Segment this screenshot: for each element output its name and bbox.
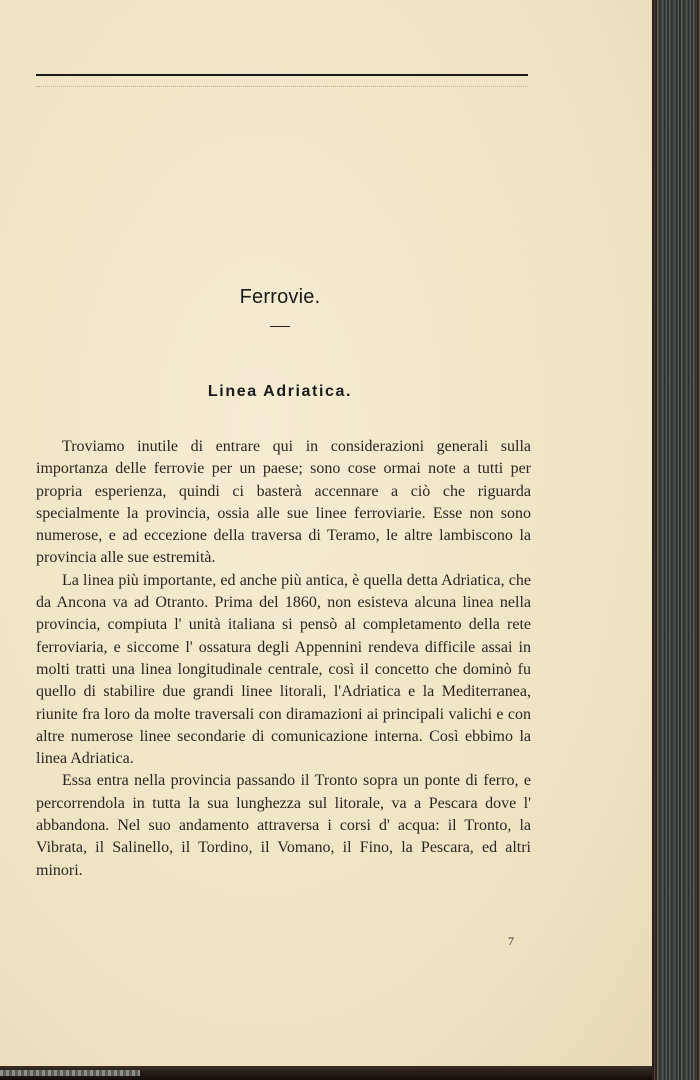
book-fore-edge [652, 0, 700, 1080]
section-title: Linea Adriatica. [207, 383, 353, 400]
header-rule-dotted [36, 86, 528, 87]
paragraph: La linea più importante, ed anche più antica, è quella detta Adriatica, che da Ancona va ad Otranto. Prima del 1860, non esisteva alcuna linea nella provincia, compiuta l' unità italiana si pensò al completamento della rete ferroviaria, e siccome l' ossatura degli Appennini rendeva difficile assai in molti tratti una linea longitudinale centrale, così il concetto che dominò fu quello di stabilire due grandi linee litorali, l'Adriatica e la Mediterranea, riunite fra loro da molte traversali con diramazioni ai principali valichi e con altre numerose linee secondarie di comunicazione interna. Così ebbimo la linea Adriatica. [36, 571, 531, 768]
chapter-title: Ferrovie. [239, 286, 321, 308]
book-bottom-edge [0, 1066, 652, 1080]
header-rule [36, 74, 528, 76]
scan-strip [0, 1070, 140, 1076]
title-separator [270, 326, 290, 327]
paragraph: Troviamo inutile di entrare qui in considerazioni generali sulla importanza delle ferrovie per un paese; sono cose ormai note a tutti per propria esperienza, quindi ci basterà accennare a ciò che riguarda specialmente la provincia, ossia alle sue linee ferroviarie. Esse non sono numerose, e ad eccezione della traversa di Teramo, le altre lambiscono la provincia alle sue estremità. [36, 438, 531, 567]
body-text [36, 436, 531, 882]
page-number: 7 [508, 934, 514, 948]
binding-band [658, 0, 696, 1080]
paragraph: Essa entra nella provincia passando il Tronto sopra un ponte di ferro, e percorrendola in tutta la sua lunghezza sul litorale, va a Pescara dove l' abbandona. Nel suo andamento attraversa i corsi d' acqua: il Tronto, la Vibrata, il Salinello, il Tordino, il Vomano, il Fino, la Pescara, ed altri minori. [36, 772, 531, 879]
